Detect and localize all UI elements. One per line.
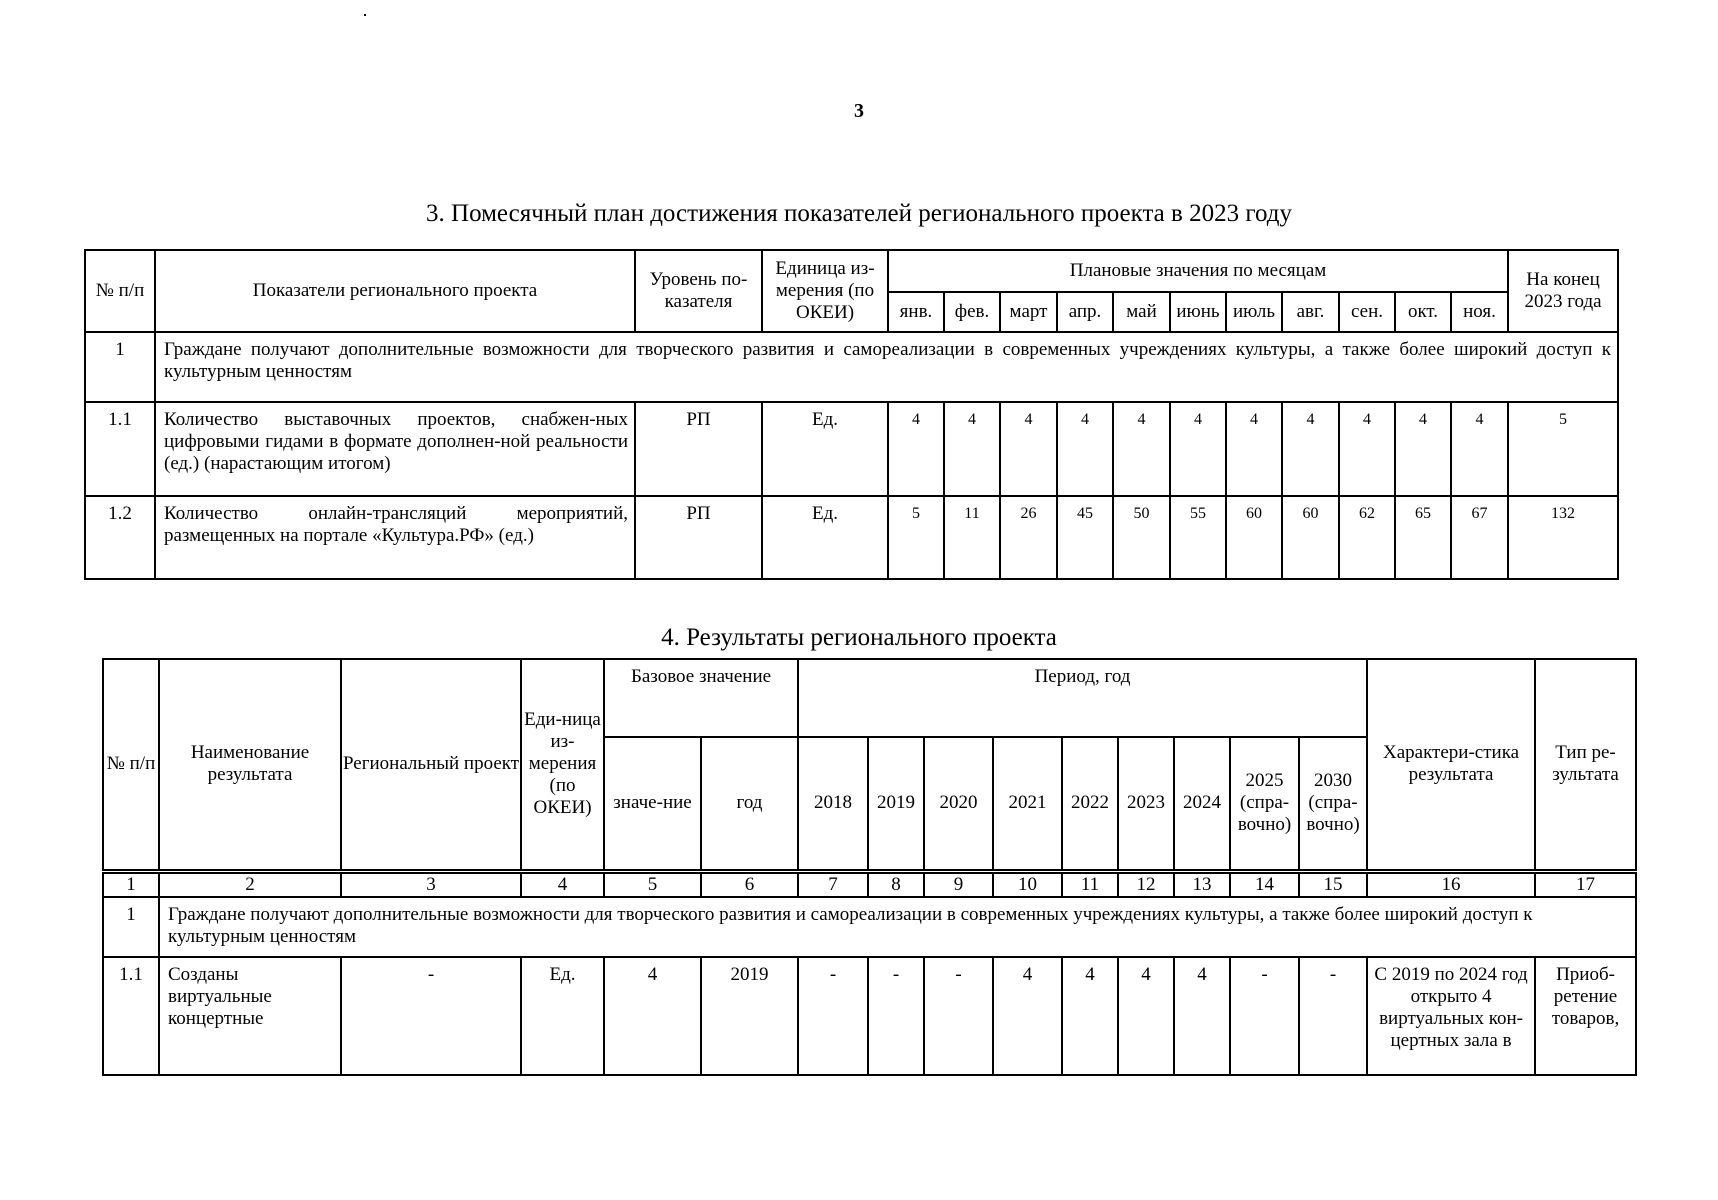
year-header: 2023 xyxy=(1118,737,1174,871)
column-number: 8 xyxy=(868,871,924,897)
indicator-level: РП xyxy=(635,496,762,579)
year-value: - xyxy=(1299,957,1367,1075)
month-value: 4 xyxy=(888,402,944,496)
row-num: 1.1 xyxy=(85,402,155,496)
month-value: 45 xyxy=(1057,496,1113,579)
year-header: 2018 xyxy=(798,737,868,871)
column-number: 4 xyxy=(521,871,604,897)
year-header: 2030 (спра-вочно) xyxy=(1299,737,1367,871)
month-header: июнь xyxy=(1170,292,1226,332)
base-value: 4 xyxy=(604,957,701,1075)
month-value: 67 xyxy=(1451,496,1508,579)
page-number: 3 xyxy=(854,100,864,122)
header-num: № п/п xyxy=(85,250,155,332)
header-characteristic: Характери-стика результата xyxy=(1367,659,1535,871)
year-value: 4 xyxy=(1062,957,1118,1075)
column-number: 10 xyxy=(993,871,1062,897)
header-base-value: значе-ние xyxy=(604,737,701,871)
month-value: 4 xyxy=(1057,402,1113,496)
year-header: 2022 xyxy=(1062,737,1118,871)
month-value: 50 xyxy=(1113,496,1170,579)
column-number: 9 xyxy=(924,871,993,897)
year-value: 4 xyxy=(1174,957,1230,1075)
indicator-unit: Ед. xyxy=(762,402,888,496)
row-num: 1.2 xyxy=(85,496,155,579)
month-value: 4 xyxy=(1282,402,1339,496)
header-project: Региональный проект xyxy=(341,659,521,871)
header-level: Уровень по-казателя xyxy=(635,250,762,332)
header-indicator: Показатели регионального проекта xyxy=(155,250,635,332)
group-title: Граждане получают дополнительные возможности для творческого развития и самореализации в современных учреждениях культуры, а также более широкий доступ к культурным ценностям xyxy=(159,897,1636,957)
column-number: 1 xyxy=(103,871,159,897)
indicator-level: РП xyxy=(635,402,762,496)
column-number: 6 xyxy=(701,871,798,897)
year-value: - xyxy=(1230,957,1299,1075)
header-num: № п/п xyxy=(103,659,159,871)
month-header: июль xyxy=(1226,292,1282,332)
column-number: 17 xyxy=(1535,871,1636,897)
month-value: 55 xyxy=(1170,496,1226,579)
row-num: 1.1 xyxy=(103,957,159,1075)
month-value: 26 xyxy=(1000,496,1057,579)
month-value: 4 xyxy=(1451,402,1508,496)
month-value: 65 xyxy=(1395,496,1451,579)
month-header: авг. xyxy=(1282,292,1339,332)
month-value: 60 xyxy=(1282,496,1339,579)
month-value: 4 xyxy=(1339,402,1395,496)
group-num: 1 xyxy=(85,332,155,402)
monthly-plan-table xyxy=(84,249,1619,580)
year-value: - xyxy=(798,957,868,1075)
month-value: 62 xyxy=(1339,496,1395,579)
header-end: На конец 2023 года xyxy=(1508,250,1618,332)
result-type: Приоб-ретение товаров, xyxy=(1535,957,1636,1075)
column-number: 16 xyxy=(1367,871,1535,897)
month-value: 11 xyxy=(944,496,1000,579)
result-unit: Ед. xyxy=(521,957,604,1075)
section3-title: 3. Помесячный план достижения показателей регионального проекта в 2023 году xyxy=(426,200,1292,227)
scan-speck xyxy=(364,14,366,16)
header-monthly: Плановые значения по месяцам xyxy=(888,250,1508,292)
month-value: 4 xyxy=(1113,402,1170,496)
month-value: 4 xyxy=(1000,402,1057,496)
header-unit: Еди-ница из-мерения (по ОКЕИ) xyxy=(521,659,604,871)
month-value: 4 xyxy=(1226,402,1282,496)
month-value: 4 xyxy=(944,402,1000,496)
month-value: 4 xyxy=(1395,402,1451,496)
end-value: 5 xyxy=(1508,402,1618,496)
indicator-name: Количество выставочных проектов, снабжен-ных цифровыми гидами в формате дополнен-ной реальности (ед.) (нарастающим итогом) xyxy=(155,402,635,496)
column-number: 13 xyxy=(1174,871,1230,897)
base-year: 2019 xyxy=(701,957,798,1075)
column-number: 15 xyxy=(1299,871,1367,897)
year-header: 2021 xyxy=(993,737,1062,871)
month-value: 60 xyxy=(1226,496,1282,579)
year-value: - xyxy=(868,957,924,1075)
month-header: сен. xyxy=(1339,292,1395,332)
year-header: 2020 xyxy=(924,737,993,871)
column-number: 5 xyxy=(604,871,701,897)
year-value: 4 xyxy=(1118,957,1174,1075)
month-header: янв. xyxy=(888,292,944,332)
header-unit: Единица из-мерения (по ОКЕИ) xyxy=(762,250,888,332)
group-title: Граждане получают дополнительные возможности для творческого развития и самореализации в современных учреждениях культуры, а также более широкий доступ к культурным ценностям xyxy=(155,332,1618,402)
column-number: 2 xyxy=(159,871,341,897)
month-value: 5 xyxy=(888,496,944,579)
year-header: 2024 xyxy=(1174,737,1230,871)
column-number: 7 xyxy=(798,871,868,897)
group-num: 1 xyxy=(103,897,159,957)
year-header: 2019 xyxy=(868,737,924,871)
month-header: окт. xyxy=(1395,292,1451,332)
year-header: 2025 (спра-вочно) xyxy=(1230,737,1299,871)
month-header: ноя. xyxy=(1451,292,1508,332)
column-number: 14 xyxy=(1230,871,1299,897)
year-value: - xyxy=(924,957,993,1075)
section4-title: 4. Результаты регионального проекта xyxy=(661,624,1057,651)
result-project: - xyxy=(341,957,521,1075)
year-value: 4 xyxy=(993,957,1062,1075)
header-base-year: год xyxy=(701,737,798,871)
month-value: 4 xyxy=(1170,402,1226,496)
month-header: апр. xyxy=(1057,292,1113,332)
month-header: март xyxy=(1000,292,1057,332)
end-value: 132 xyxy=(1508,496,1618,579)
indicator-unit: Ед. xyxy=(762,496,888,579)
header-type: Тип ре-зультата xyxy=(1535,659,1636,871)
result-characteristic: С 2019 по 2024 год открыто 4 виртуальных кон-цертных зала в xyxy=(1367,957,1535,1075)
month-header: фев. xyxy=(944,292,1000,332)
column-number: 11 xyxy=(1062,871,1118,897)
column-number: 12 xyxy=(1118,871,1174,897)
column-number: 3 xyxy=(341,871,521,897)
header-period: Период, год xyxy=(798,659,1367,737)
result-name: Созданы виртуальные концертные xyxy=(159,957,341,1075)
header-base: Базовое значение xyxy=(604,659,798,737)
header-name: Наименование результата xyxy=(159,659,341,871)
results-table xyxy=(102,658,1637,1076)
month-header: май xyxy=(1113,292,1170,332)
indicator-name: Количество онлайн-трансляций мероприятий, размещенных на портале «Культура.РФ» (ед.) xyxy=(155,496,635,579)
